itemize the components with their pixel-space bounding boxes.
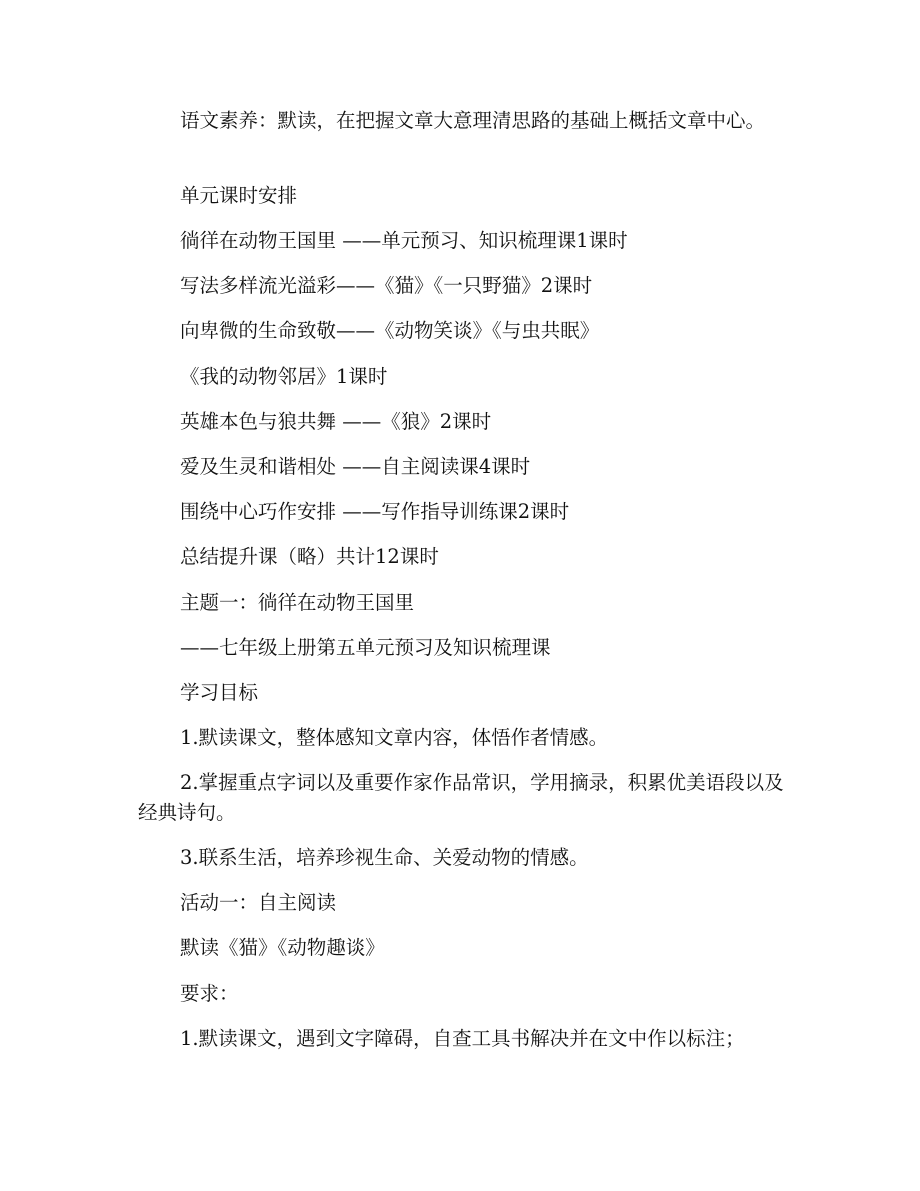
- paragraph-literacy: 语文素养：默读，在把握文章大意理清思路的基础上概括文章中心。: [180, 109, 766, 132]
- paragraph-schedule-item-5: 爱及生灵和谐相处 ——自主阅读课4课时: [180, 455, 531, 478]
- paragraph-schedule-item-6: 围绕中心巧作安排 ——写作指导训练课2课时: [180, 500, 570, 523]
- paragraph-theme-subtitle: ——七年级上册第五单元预习及知识梳理课: [180, 636, 551, 659]
- paragraph-schedule-total: 总结提升课（略）共计12课时: [180, 545, 439, 568]
- paragraph-goal-3: 3.联系生活，培养珍视生命、关爱动物的情感。: [180, 846, 589, 869]
- paragraph-goal-2: 2.掌握重点字词以及重要作家作品常识，学用摘录，积累优美语段以及经典诗句。: [138, 771, 784, 824]
- paragraph-schedule-item-2: 写法多样流光溢彩——《猫》《一只野猫》2课时: [180, 274, 593, 297]
- paragraph-requirements-heading: 要求：: [180, 982, 239, 1005]
- paragraph-unit-schedule-heading: 单元课时安排: [180, 184, 298, 207]
- paragraph-schedule-item-3: 向卑微的生命致敬——《动物笑谈》《与虫共眠》: [180, 319, 600, 342]
- paragraph-schedule-item-1: 徜徉在动物王国里 ——单元预习、知识梳理课1课时: [180, 229, 628, 252]
- paragraph-schedule-item-4: 英雄本色与狼共舞 ——《狼》2课时: [180, 410, 492, 433]
- paragraph-schedule-item-3-cont: 《我的动物邻居》1课时: [180, 365, 388, 388]
- paragraph-silent-reading: 默读《猫》《动物趣谈》: [180, 936, 385, 959]
- paragraph-requirement-1: 1.默读课文，遇到文字障碍，自查工具书解决并在文中作以标注；: [180, 1027, 745, 1050]
- paragraph-activity-one: 活动一：自主阅读: [180, 891, 337, 914]
- paragraph-goal-1: 1.默读课文，整体感知文章内容，体悟作者情感。: [180, 726, 609, 749]
- paragraph-learning-goals-heading: 学习目标: [180, 681, 259, 704]
- paragraph-theme-one: 主题一：徜徉在动物王国里: [180, 591, 415, 614]
